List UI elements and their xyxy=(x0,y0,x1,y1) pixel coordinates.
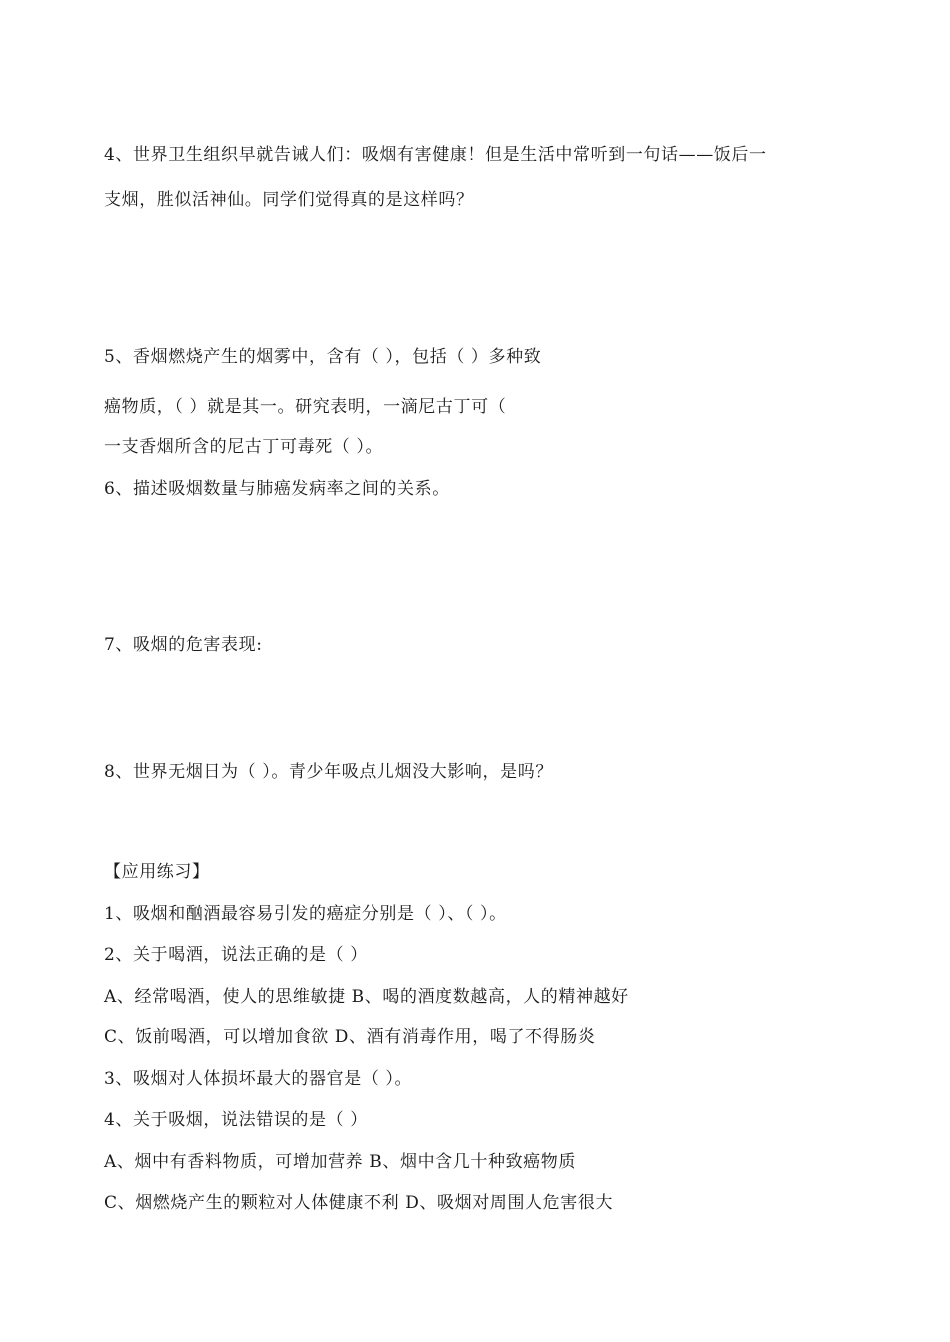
practice-question-2-options-cd: C、饭前喝酒，可以增加食欲 D、酒有消毒作用，喝了不得肠炎 xyxy=(104,1027,596,1047)
practice-question-2: 2、关于喝酒，说法正确的是（ ） xyxy=(104,945,368,965)
practice-heading: 【应用练习】 xyxy=(104,862,210,882)
practice-question-1: 1、吸烟和酗酒最容易引发的癌症分别是（ ）、（ ）。 xyxy=(104,904,507,924)
practice-question-4-options-cd: C、烟燃烧产生的颗粒对人体健康不利 D、吸烟对周围人危害很大 xyxy=(104,1193,614,1213)
question-5-line-3: 一支香烟所含的尼古丁可毒死（ ）。 xyxy=(104,437,384,457)
question-4-line-2: 支烟，胜似活神仙。同学们觉得真的是这样吗？ xyxy=(104,190,474,210)
question-6: 6、描述吸烟数量与肺癌发病率之间的关系。 xyxy=(104,479,450,499)
practice-question-2-options-ab: A、经常喝酒，使人的思维敏捷 B、喝的酒度数越高，人的精神越好 xyxy=(104,987,629,1007)
question-4-line-1: 4、世界卫生组织早就告诫人们：吸烟有害健康！但是生活中常听到一句话——饭后一 xyxy=(104,145,767,165)
practice-question-4: 4、关于吸烟，说法错误的是（ ） xyxy=(104,1110,368,1130)
practice-question-4-options-ab: A、烟中有香料物质，可增加营养 B、烟中含几十种致癌物质 xyxy=(104,1152,576,1172)
question-5-line-2: 癌物质，（ ）就是其一。研究表明，一滴尼古丁可（ xyxy=(104,397,507,417)
question-7: 7、吸烟的危害表现: xyxy=(104,635,263,655)
question-5-line-1: 5、香烟燃烧产生的烟雾中，含有（ ），包括（ ）多种致 xyxy=(104,347,542,367)
question-8: 8、世界无烟日为（ ）。青少年吸点儿烟没大影响，是吗？ xyxy=(104,762,553,782)
practice-question-3: 3、吸烟对人体损坏最大的器官是（ ）。 xyxy=(104,1069,413,1089)
